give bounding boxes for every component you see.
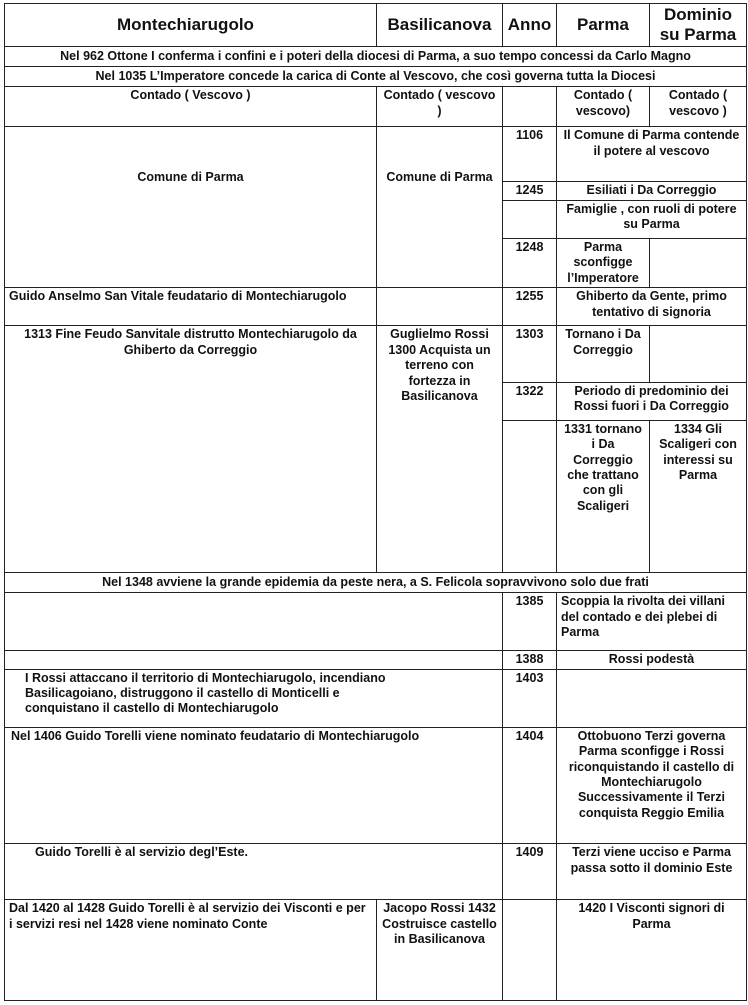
rossi-attaccano: I Rossi attaccano il territorio di Montechiarugolo, incendiano Basilicagoiano, distruggono il castello di Monticelli e conquistano il castello di Montechiarugolo — [5, 669, 503, 727]
table-row — [5, 900, 747, 1001]
header-basilicanova: Basilicanova — [377, 4, 503, 47]
year-empty — [503, 900, 557, 1001]
event-1388: Rossi podestà — [557, 650, 747, 669]
contado-basilicanova: Contado ( vescovo ) — [377, 87, 503, 127]
header-parma: Parma — [557, 4, 650, 47]
year-1404: 1404 — [503, 727, 557, 843]
banner-1348: Nel 1348 avviene la grande epidemia da peste nera, a S. Felicola sopravvivono solo due frati — [5, 573, 747, 593]
header-row — [5, 4, 747, 47]
empty-1388 — [5, 650, 503, 669]
year-1245: 1245 — [503, 181, 557, 200]
table-row — [5, 844, 747, 900]
event-1303: Tornano i Da Correggio — [557, 326, 650, 382]
event-1409: Terzi viene ucciso e Parma passa sotto il dominio Este — [557, 844, 747, 900]
guglielmo-rossi: Guglielmo Rossi 1300 Acquista un terreno con fortezza in Basilicanova — [377, 326, 503, 573]
contado-dominio: Contado ( vescovo ) — [650, 87, 747, 127]
comune-basilicanova: Comune di Parma — [377, 127, 503, 288]
torelli-este: Guido Torelli è al servizio degl’Este. — [5, 844, 503, 900]
chronology-table — [4, 3, 747, 1001]
empty-1385 — [5, 593, 503, 650]
table-row — [5, 87, 747, 127]
event-1255: Ghiberto da Gente, primo tentativo di signoria — [557, 288, 747, 326]
event-1106: Il Comune di Parma contende il potere al vescovo — [557, 127, 747, 181]
table-row — [5, 669, 747, 727]
year-1385: 1385 — [503, 593, 557, 650]
year-1388: 1388 — [503, 650, 557, 669]
fine-feudo: 1313 Fine Feudo Sanvitale distrutto Montechiarugolo da Ghiberto da Correggio — [5, 326, 377, 573]
header-montechiarugolo: Montechiarugolo — [5, 4, 377, 47]
event-1385: Scoppia la rivolta dei villani del contado e dei plebei di Parma — [557, 593, 747, 650]
event-1248: Parma sconfigge l’Imperatore — [557, 238, 650, 287]
event-1322: Periodo di predominio dei Rossi fuori i Da Correggio — [557, 382, 747, 420]
event-1403 — [557, 669, 747, 727]
banner-1035: Nel 1035 L’Imperatore concede la carica di Conte al Vescovo, che così governa tutta la Diocesi — [5, 67, 747, 87]
table-row — [5, 727, 747, 843]
guido-anselmo: Guido Anselmo San Vitale feudatario di Montechiarugolo — [5, 288, 377, 326]
torelli-visconti: Dal 1420 al 1428 Guido Torelli è al servizio dei Visconti e per i servizi resi nel 1428 viene nominato Conte — [5, 900, 377, 1001]
table-row — [5, 593, 747, 650]
table-row — [5, 67, 747, 87]
table-row — [5, 573, 747, 593]
dominio-1303 — [650, 326, 747, 382]
jacopo-rossi: Jacopo Rossi 1432 Costruisce castello in Basilicanova — [377, 900, 503, 1001]
year-empty — [503, 200, 557, 238]
contado-montechiarugolo: Contado ( Vescovo ) — [5, 87, 377, 127]
event-1245: Esiliati i Da Correggio — [557, 181, 747, 200]
table-row — [5, 650, 747, 669]
year-1403: 1403 — [503, 669, 557, 727]
table-row — [5, 288, 747, 326]
year-1248: 1248 — [503, 238, 557, 287]
header-dominio: Dominio su Parma — [650, 4, 747, 47]
dominio-1248 — [650, 238, 747, 287]
comune-montechiarugolo: Comune di Parma — [5, 127, 377, 288]
event-1334: 1334 Gli Scaligeri con interessi su Parma — [650, 420, 747, 573]
year-1255: 1255 — [503, 288, 557, 326]
event-1404: Ottobuono Terzi governa Parma sconfigge i Rossi riconquistando il castello di Montechiarugolo Successivamente il Terzi conquista Reggio Emilia — [557, 727, 747, 843]
year-1409: 1409 — [503, 844, 557, 900]
contado-parma: Contado ( vescovo) — [557, 87, 650, 127]
year-empty — [503, 420, 557, 573]
table-row — [5, 127, 747, 181]
table-row — [5, 326, 747, 382]
event-famiglie: Famiglie , con ruoli di potere su Parma — [557, 200, 747, 238]
year-1303: 1303 — [503, 326, 557, 382]
table-row — [5, 47, 747, 67]
year-1322: 1322 — [503, 382, 557, 420]
header-anno: Anno — [503, 4, 557, 47]
contado-anno — [503, 87, 557, 127]
banner-962: Nel 962 Ottone I conferma i confini e i poteri della diocesi di Parma, a suo tempo concessi da Carlo Magno — [5, 47, 747, 67]
event-1420: 1420 I Visconti signori di Parma — [557, 900, 747, 1001]
year-1106: 1106 — [503, 127, 557, 181]
torelli-1406: Nel 1406 Guido Torelli viene nominato feudatario di Montechiarugolo — [5, 727, 503, 843]
event-1331: 1331 tornano i Da Correggio che trattano con gli Scaligeri — [557, 420, 650, 573]
basilicanova-1255 — [377, 288, 503, 326]
